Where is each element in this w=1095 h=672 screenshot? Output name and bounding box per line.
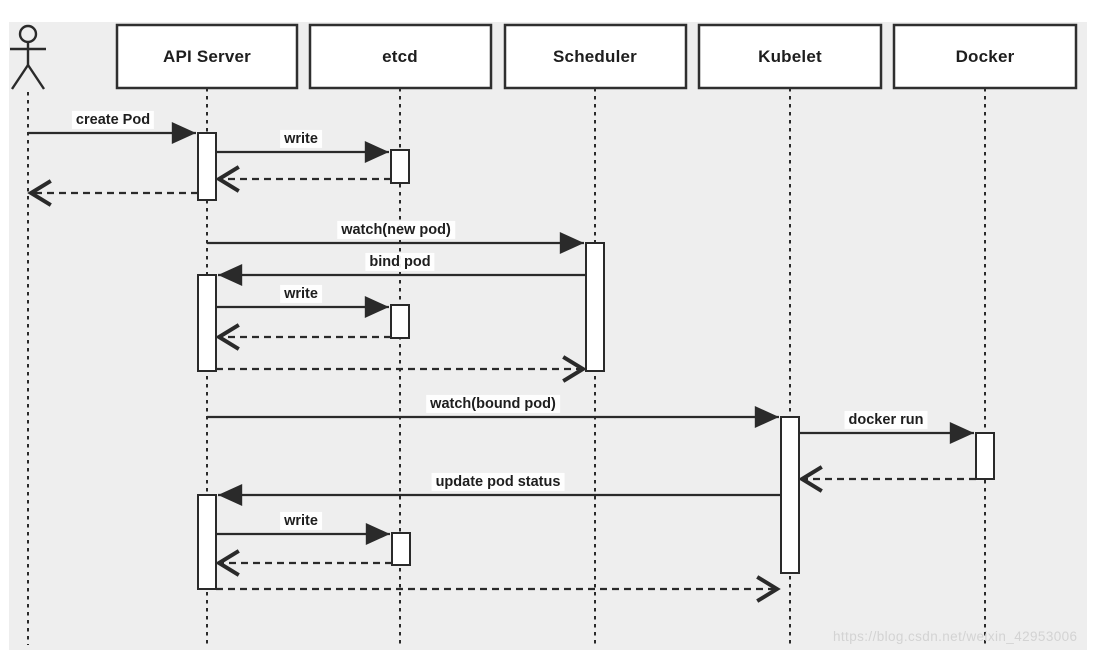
- diagram-panel: [9, 22, 1087, 650]
- activation-api-server-1: [198, 133, 216, 200]
- message-label-update-pod-status: update pod status: [432, 473, 565, 491]
- activation-kubelet: [781, 417, 799, 573]
- watermark-text: https://blog.csdn.net/weixin_42953006: [833, 629, 1078, 644]
- message-label-write-1: write: [280, 130, 322, 148]
- activation-scheduler: [586, 243, 604, 371]
- message-label-create-pod: create Pod: [72, 111, 154, 129]
- message-label-docker-run: docker run: [845, 411, 928, 429]
- activation-api-server-2: [198, 275, 216, 371]
- message-label-bind-pod: bind pod: [365, 253, 434, 271]
- activation-etcd-2: [391, 305, 409, 338]
- message-label-write-2: write: [280, 285, 322, 303]
- participant-label-etcd: etcd: [382, 47, 418, 66]
- activation-etcd-1: [391, 150, 409, 183]
- participant-label-scheduler: Scheduler: [553, 47, 637, 66]
- activation-api-server-3: [198, 495, 216, 589]
- participant-label-api-server: API Server: [163, 47, 251, 66]
- message-label-write-3: write: [280, 512, 322, 530]
- participant-label-kubelet: Kubelet: [758, 47, 822, 66]
- participant-label-docker: Docker: [955, 47, 1015, 66]
- message-label-watch-bound-pod: watch(bound pod): [426, 395, 560, 413]
- activation-etcd-3: [392, 533, 410, 565]
- activation-docker: [976, 433, 994, 479]
- message-label-watch-new-pod: watch(new pod): [337, 221, 455, 239]
